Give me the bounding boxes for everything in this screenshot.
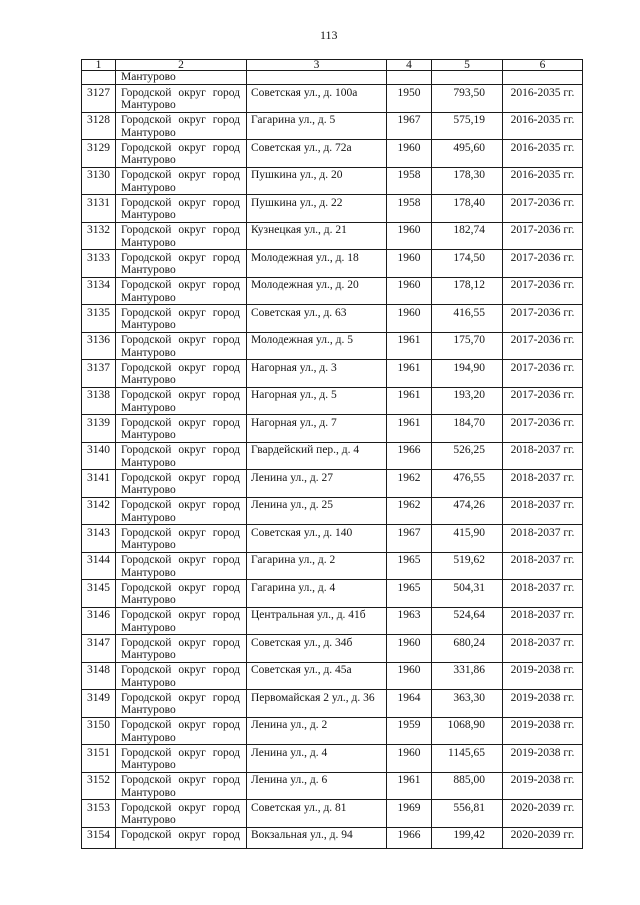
area-cell: 178,12 (432, 277, 503, 305)
table-row (82, 827, 583, 848)
municipality-cell: Городской округ город Мантурово (116, 415, 247, 443)
address-cell: Советская ул., д. 45а (247, 662, 387, 690)
year-cell: 1969 (387, 800, 432, 828)
row-number-cell: 3151 (82, 745, 116, 773)
row-number-cell: 3149 (82, 690, 116, 718)
table-row (82, 250, 583, 278)
municipality-cell: Городской округ город Мантурово (116, 305, 247, 333)
period-cell: 2019-2038 гг. (503, 717, 583, 745)
municipality-cell: Городской округ город Мантурово (116, 140, 247, 168)
year-cell: 1967 (387, 525, 432, 553)
address-cell: Ленина ул., д. 4 (247, 745, 387, 773)
address-cell: Кузнецкая ул., д. 21 (247, 222, 387, 250)
row-number-cell: 3145 (82, 580, 116, 608)
row-number-cell: 3134 (82, 277, 116, 305)
year-cell: 1960 (387, 305, 432, 333)
municipality-cell: Городской округ город Мантурово (116, 690, 247, 718)
row-number-cell: 3154 (82, 827, 116, 848)
address-cell: Гвардейский пер., д. 4 (247, 442, 387, 470)
table-row (82, 497, 583, 525)
page-number: 113 (320, 28, 338, 42)
area-cell: 416,55 (432, 305, 503, 333)
address-cell: Пушкина ул., д. 22 (247, 195, 387, 223)
row-number-cell: 3141 (82, 470, 116, 498)
table-row (82, 85, 583, 113)
municipality-cell: Городской округ город Мантурово (116, 745, 247, 773)
year-cell: 1961 (387, 772, 432, 800)
area-cell: 193,20 (432, 387, 503, 415)
address-cell: Молодежная ул., д. 5 (247, 332, 387, 360)
address-cell: Ленина ул., д. 27 (247, 470, 387, 498)
area-cell: 178,40 (432, 195, 503, 223)
area-cell: 519,62 (432, 552, 503, 580)
column-header-6: 6 (503, 60, 583, 71)
table-row (82, 745, 583, 773)
table-row (82, 607, 583, 635)
municipality-cell: Городской округ город (116, 827, 247, 848)
address-cell: Советская ул., д. 140 (247, 525, 387, 553)
table-row (82, 800, 583, 828)
area-cell (432, 71, 503, 85)
year-cell: 1950 (387, 85, 432, 113)
year-cell: 1960 (387, 250, 432, 278)
period-cell: 2018-2037 гг. (503, 497, 583, 525)
year-cell (387, 71, 432, 85)
period-cell: 2018-2037 гг. (503, 607, 583, 635)
municipality-cell: Мантурово (116, 71, 247, 85)
period-cell: 2018-2037 гг. (503, 635, 583, 663)
period-cell: 2017-2036 гг. (503, 277, 583, 305)
area-cell: 1145,65 (432, 745, 503, 773)
municipality-cell: Городской округ город Мантурово (116, 167, 247, 195)
municipality-cell: Городской округ город Мантурово (116, 635, 247, 663)
period-cell: 2020-2039 гг. (503, 827, 583, 848)
area-cell: 885,00 (432, 772, 503, 800)
row-number-cell: 3148 (82, 662, 116, 690)
register-table (81, 59, 583, 849)
address-cell: Нагорная ул., д. 3 (247, 360, 387, 388)
year-cell: 1967 (387, 112, 432, 140)
row-number-cell: 3129 (82, 140, 116, 168)
period-cell: 2016-2035 гг. (503, 85, 583, 113)
area-cell: 415,90 (432, 525, 503, 553)
municipality-cell: Городской округ город Мантурово (116, 607, 247, 635)
table-row (82, 552, 583, 580)
table-row (82, 717, 583, 745)
year-cell: 1961 (387, 387, 432, 415)
area-cell: 331,86 (432, 662, 503, 690)
row-number-cell: 3136 (82, 332, 116, 360)
period-cell: 2018-2037 гг. (503, 470, 583, 498)
municipality-cell: Городской округ город Мантурово (116, 580, 247, 608)
period-cell: 2017-2036 гг. (503, 195, 583, 223)
year-cell: 1958 (387, 195, 432, 223)
period-cell: 2018-2037 гг. (503, 552, 583, 580)
municipality-cell: Городской округ город Мантурово (116, 442, 247, 470)
year-cell: 1960 (387, 662, 432, 690)
address-cell: Первомайская 2 ул., д. 36 (247, 690, 387, 718)
period-cell (503, 71, 583, 85)
address-cell: Ленина ул., д. 25 (247, 497, 387, 525)
municipality-cell: Городской округ город Мантурово (116, 497, 247, 525)
address-cell: Гагарина ул., д. 2 (247, 552, 387, 580)
address-cell: Советская ул., д. 34б (247, 635, 387, 663)
year-cell: 1960 (387, 140, 432, 168)
area-cell: 175,70 (432, 332, 503, 360)
table-row (82, 112, 583, 140)
table-row (82, 525, 583, 553)
period-cell: 2017-2036 гг. (503, 222, 583, 250)
table-row (82, 580, 583, 608)
address-cell: Ленина ул., д. 6 (247, 772, 387, 800)
address-cell: Советская ул., д. 63 (247, 305, 387, 333)
area-cell: 680,24 (432, 635, 503, 663)
period-cell: 2016-2035 гг. (503, 112, 583, 140)
address-cell: Молодежная ул., д. 20 (247, 277, 387, 305)
address-cell: Гагарина ул., д. 4 (247, 580, 387, 608)
period-cell: 2017-2036 гг. (503, 387, 583, 415)
address-cell: Советская ул., д. 100а (247, 85, 387, 113)
area-cell: 174,50 (432, 250, 503, 278)
area-cell: 178,30 (432, 167, 503, 195)
row-number-cell: 3138 (82, 387, 116, 415)
row-number-cell: 3127 (82, 85, 116, 113)
period-cell: 2020-2039 гг. (503, 800, 583, 828)
municipality-cell: Городской округ город Мантурово (116, 387, 247, 415)
municipality-cell: Городской округ город Мантурово (116, 195, 247, 223)
municipality-cell: Городской округ город Мантурово (116, 112, 247, 140)
period-cell: 2017-2036 гг. (503, 360, 583, 388)
year-cell: 1960 (387, 635, 432, 663)
row-number-cell: 3146 (82, 607, 116, 635)
row-number-cell: 3131 (82, 195, 116, 223)
period-cell: 2017-2036 гг. (503, 415, 583, 443)
period-cell: 2019-2038 гг. (503, 772, 583, 800)
area-cell: 184,70 (432, 415, 503, 443)
address-cell: Советская ул., д. 72а (247, 140, 387, 168)
column-header-4: 4 (387, 60, 432, 71)
area-cell: 504,31 (432, 580, 503, 608)
row-number-cell: 3130 (82, 167, 116, 195)
period-cell: 2016-2035 гг. (503, 167, 583, 195)
municipality-cell: Городской округ город Мантурово (116, 332, 247, 360)
period-cell: 2018-2037 гг. (503, 442, 583, 470)
year-cell: 1962 (387, 497, 432, 525)
area-cell: 194,90 (432, 360, 503, 388)
municipality-cell: Городской округ город Мантурово (116, 470, 247, 498)
column-header-5: 5 (432, 60, 503, 71)
area-cell: 495,60 (432, 140, 503, 168)
year-cell: 1960 (387, 222, 432, 250)
table-row (82, 360, 583, 388)
table-header-row (82, 60, 583, 71)
municipality-cell: Городской округ город Мантурово (116, 552, 247, 580)
area-cell: 199,42 (432, 827, 503, 848)
period-cell: 2019-2038 гг. (503, 745, 583, 773)
area-cell: 474,26 (432, 497, 503, 525)
municipality-cell: Городской округ город Мантурово (116, 277, 247, 305)
period-cell: 2019-2038 гг. (503, 662, 583, 690)
area-cell: 526,25 (432, 442, 503, 470)
area-cell: 363,30 (432, 690, 503, 718)
table-row (82, 470, 583, 498)
period-cell: 2016-2035 гг. (503, 140, 583, 168)
area-cell: 524,64 (432, 607, 503, 635)
row-number-cell: 3128 (82, 112, 116, 140)
table-row (82, 167, 583, 195)
year-cell: 1966 (387, 442, 432, 470)
column-header-3: 3 (247, 60, 387, 71)
row-number-cell: 3140 (82, 442, 116, 470)
column-header-1: 1 (82, 60, 116, 71)
address-cell: Ленина ул., д. 2 (247, 717, 387, 745)
table-row (82, 772, 583, 800)
municipality-cell: Городской округ город Мантурово (116, 360, 247, 388)
address-cell: Вокзальная ул., д. 94 (247, 827, 387, 848)
year-cell: 1961 (387, 332, 432, 360)
row-number-cell: 3147 (82, 635, 116, 663)
area-cell: 575,19 (432, 112, 503, 140)
row-number-cell: 3135 (82, 305, 116, 333)
year-cell: 1961 (387, 360, 432, 388)
year-cell: 1959 (387, 717, 432, 745)
municipality-cell: Городской округ город Мантурово (116, 525, 247, 553)
municipality-cell: Городской округ город Мантурово (116, 772, 247, 800)
table-row (82, 415, 583, 443)
continuation-row (82, 71, 583, 85)
period-cell: 2017-2036 гг. (503, 250, 583, 278)
address-cell: Советская ул., д. 81 (247, 800, 387, 828)
address-cell: Нагорная ул., д. 7 (247, 415, 387, 443)
table-row (82, 332, 583, 360)
table-row (82, 662, 583, 690)
municipality-cell: Городской округ город Мантурово (116, 85, 247, 113)
address-cell: Гагарина ул., д. 5 (247, 112, 387, 140)
table-row (82, 442, 583, 470)
year-cell: 1958 (387, 167, 432, 195)
year-cell: 1966 (387, 827, 432, 848)
year-cell: 1963 (387, 607, 432, 635)
table-row (82, 140, 583, 168)
area-cell: 476,55 (432, 470, 503, 498)
address-cell: Нагорная ул., д. 5 (247, 387, 387, 415)
period-cell: 2017-2036 гг. (503, 305, 583, 333)
municipality-cell: Городской округ город Мантурово (116, 800, 247, 828)
year-cell: 1961 (387, 415, 432, 443)
area-cell: 1068,90 (432, 717, 503, 745)
column-header-2: 2 (116, 60, 247, 71)
address-cell: Молодежная ул., д. 18 (247, 250, 387, 278)
period-cell: 2018-2037 гг. (503, 580, 583, 608)
year-cell: 1960 (387, 277, 432, 305)
year-cell: 1960 (387, 745, 432, 773)
municipality-cell: Городской округ город Мантурово (116, 222, 247, 250)
municipality-cell: Городской округ город Мантурово (116, 250, 247, 278)
row-number-cell: 3150 (82, 717, 116, 745)
row-number-cell: 3139 (82, 415, 116, 443)
address-cell: Центральная ул., д. 41б (247, 607, 387, 635)
year-cell: 1965 (387, 552, 432, 580)
row-number-cell: 3132 (82, 222, 116, 250)
area-cell: 556,81 (432, 800, 503, 828)
period-cell: 2017-2036 гг. (503, 332, 583, 360)
row-number-cell: 3153 (82, 800, 116, 828)
municipality-cell: Городской округ город Мантурово (116, 717, 247, 745)
table-row (82, 222, 583, 250)
table-row (82, 387, 583, 415)
table-row (82, 635, 583, 663)
table-row (82, 195, 583, 223)
table-row (82, 305, 583, 333)
row-number-cell: 3142 (82, 497, 116, 525)
row-number-cell: 3143 (82, 525, 116, 553)
row-number-cell: 3137 (82, 360, 116, 388)
table-row (82, 277, 583, 305)
year-cell: 1964 (387, 690, 432, 718)
period-cell: 2019-2038 гг. (503, 690, 583, 718)
municipality-cell: Городской округ город Мантурово (116, 662, 247, 690)
area-cell: 793,50 (432, 85, 503, 113)
row-number-cell: 3133 (82, 250, 116, 278)
address-cell: Пушкина ул., д. 20 (247, 167, 387, 195)
row-number-cell (82, 71, 116, 85)
row-number-cell: 3152 (82, 772, 116, 800)
year-cell: 1962 (387, 470, 432, 498)
year-cell: 1965 (387, 580, 432, 608)
address-cell (247, 71, 387, 85)
table-row (82, 690, 583, 718)
area-cell: 182,74 (432, 222, 503, 250)
row-number-cell: 3144 (82, 552, 116, 580)
period-cell: 2018-2037 гг. (503, 525, 583, 553)
